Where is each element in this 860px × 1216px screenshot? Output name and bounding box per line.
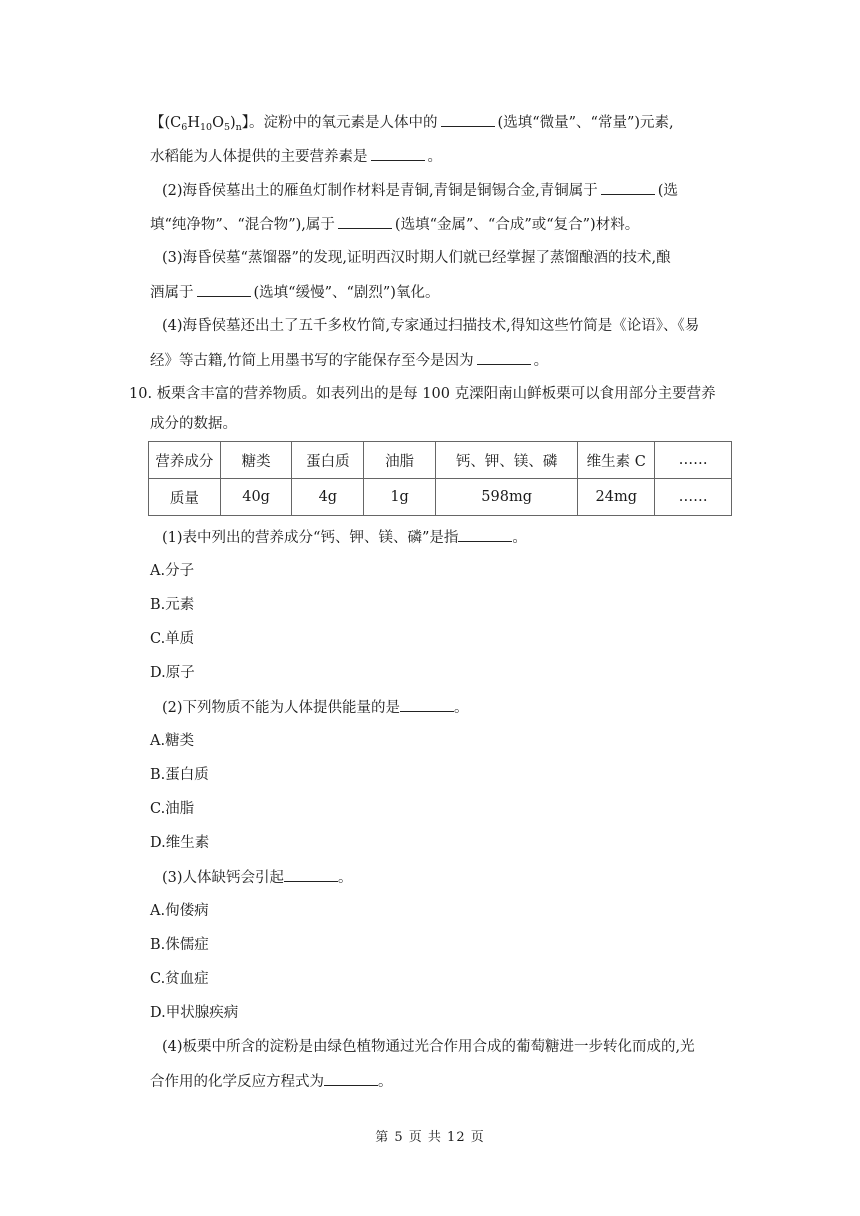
q10-stem-line2 — [150, 414, 237, 434]
q10-sub4-line1 — [162, 1037, 695, 1057]
q9-part2-line1 — [162, 180, 678, 201]
answer-blank — [441, 112, 495, 127]
q9-line2 — [150, 146, 442, 167]
q10-sub4-text: 。 — [378, 1074, 393, 1090]
answer-blank — [324, 1071, 378, 1086]
q9-part2-text: (2)海昏侯墓出土的雁鱼灯制作材料是青铜,青铜是铜锡合金,青铜属于 — [162, 183, 598, 199]
q10-sub1-text: (1)表中列出的营养成分“钙、钾、镁、磷”是指 — [162, 530, 459, 546]
q9-part4-line1 — [162, 316, 699, 336]
question-number: 10. — [129, 386, 153, 402]
option-item: C.贫血症 — [150, 971, 209, 987]
q9-text: 。 — [427, 149, 442, 165]
q9-part4-text: 经》等古籍,竹简上用墨书写的字能保存至今是因为 — [150, 353, 474, 369]
option-item: D.原子 — [150, 665, 195, 681]
q9-part3-line2 — [150, 282, 439, 303]
q9-part4-text: 。 — [533, 353, 549, 369]
q9-part2-line2 — [150, 214, 639, 235]
table-cell: 营养成分 — [149, 442, 221, 479]
table-header-row — [149, 442, 732, 479]
option-item: D.甲状腺疾病 — [150, 1005, 239, 1021]
option-item: B.蛋白质 — [150, 767, 209, 783]
q9-part3-line1 — [162, 248, 671, 268]
q9-part2-text: (选填“金属”、“合成”或“复合”)材料。 — [394, 217, 640, 233]
formula-close: ) — [230, 115, 236, 131]
formula-sub: n — [235, 122, 242, 133]
q10-sub4-text: (4)板栗中所含的淀粉是由绿色植物通过光合作用合成的葡萄糖进一步转化而成的,光 — [162, 1039, 695, 1055]
table-cell: 24mg — [578, 479, 655, 516]
q10-sub1 — [162, 527, 527, 548]
q9-part2-text: 填“纯净物”、“混合物”),属于 — [150, 217, 335, 233]
answer-blank — [371, 146, 425, 161]
q9-part2-text: (选 — [657, 183, 678, 199]
q9-part3-text: 酒属于 — [150, 285, 194, 301]
q10-sub4-text: 合作用的化学反应方程式为 — [150, 1074, 324, 1090]
answer-blank — [400, 697, 454, 712]
table-cell: 1g — [364, 479, 436, 516]
q10-sub1-text: 。 — [512, 530, 527, 546]
nutrition-table — [148, 441, 732, 516]
formula-o: O — [212, 115, 224, 131]
table-cell: 蛋白质 — [292, 442, 364, 479]
table-cell: 油脂 — [364, 442, 436, 479]
formula-sub: 5 — [223, 122, 230, 133]
answer-blank — [458, 527, 512, 542]
option-item: B.侏儒症 — [150, 937, 209, 953]
q9-part3-text: (3)海昏侯墓“蒸馏器”的发现,证明西汉时期人们就已经掌握了蒸馏酿酒的技术,酿 — [162, 250, 671, 266]
q10-sub2-text: (2)下列物质不能为人体提供能量的是 — [162, 700, 401, 716]
answer-blank — [197, 282, 251, 297]
q9-part4-text: (4)海昏侯墓还出土了五千多枚竹简,专家通过扫描技术,得知这些竹简是《论语》、《易 — [162, 318, 700, 334]
q10-sub3-text: (3)人体缺钙会引起 — [162, 870, 285, 886]
answer-blank — [601, 180, 655, 195]
answer-blank — [284, 867, 338, 882]
q10-sub4-line2 — [150, 1071, 393, 1092]
q9-part4-line2 — [150, 350, 548, 371]
table-cell: 糖类 — [220, 442, 292, 479]
table-cell: 4g — [292, 479, 364, 516]
q10-sub2 — [162, 697, 469, 718]
table-cell: …… — [655, 479, 732, 516]
table-cell: 维生素 C — [578, 442, 655, 479]
formula-h: H — [187, 115, 200, 131]
table-cell: 40g — [220, 479, 292, 516]
q10-stem: 板栗含丰富的营养物质。如表列出的是每 100 克溧阳南山鲜板栗可以食用部分主要营养 — [156, 386, 716, 402]
option-item: A.糖类 — [150, 733, 195, 749]
option-item: D.维生素 — [150, 835, 210, 851]
q10-stem: 成分的数据。 — [150, 416, 237, 432]
table-cell: …… — [655, 442, 732, 479]
formula-sub: 10 — [199, 122, 213, 133]
option-item: A.分子 — [150, 563, 195, 579]
option-item: C.单质 — [150, 631, 195, 647]
q9-text: 水稻能为人体提供的主要营养素是 — [150, 149, 368, 165]
answer-blank — [477, 350, 531, 365]
q9-line1 — [150, 112, 674, 133]
q10-sub2-text: 。 — [454, 700, 469, 716]
page-footer: 第 5 页 共 12 页 — [375, 1130, 485, 1145]
q9-text: 】。淀粉中的氧元素是人体中的 — [241, 115, 438, 131]
option-item: A.佝偻病 — [150, 903, 209, 919]
option-item: B.元素 — [150, 597, 195, 613]
q9-part3-text: (选填“缓慢”、“剧烈”)氧化。 — [253, 285, 440, 301]
answer-blank — [338, 214, 392, 229]
table-cell: 质量 — [149, 479, 221, 516]
table-cell: 钙、钾、镁、磷 — [435, 442, 577, 479]
table-row — [149, 479, 732, 516]
q10-stem-line1 — [129, 384, 716, 404]
q9-text: (选填“微量”、“常量”)元素, — [497, 115, 674, 131]
table-cell: 598mg — [435, 479, 577, 516]
q10-sub3-text: 。 — [338, 870, 353, 886]
formula-sub: 6 — [181, 122, 188, 133]
q10-sub3 — [162, 867, 353, 888]
formula-prefix: 【(C — [150, 115, 182, 131]
option-item: C.油脂 — [150, 801, 195, 817]
